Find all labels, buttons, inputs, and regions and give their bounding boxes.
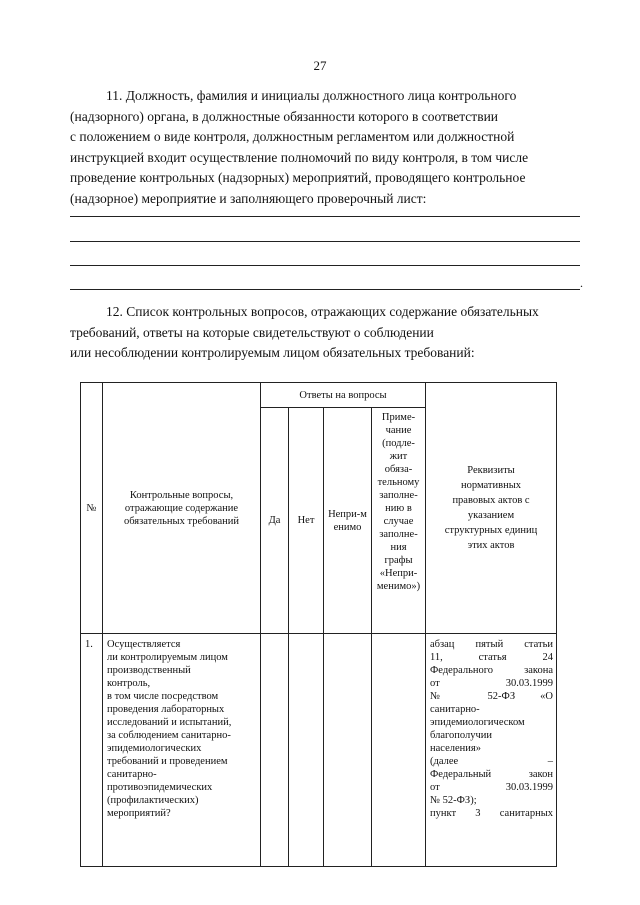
question-line: противоэпидемических bbox=[107, 782, 213, 793]
header-no: Нет bbox=[289, 408, 324, 634]
answer-yes-cell[interactable] bbox=[261, 634, 289, 867]
item-11-line: проведение контрольных (надзорных) мероприятий, проводящего контрольное bbox=[70, 170, 526, 185]
item-11-paragraph bbox=[70, 86, 586, 209]
question-line: производственный bbox=[107, 665, 191, 676]
fill-in-line[interactable] bbox=[70, 241, 580, 242]
requisites-line: нормативных bbox=[460, 480, 521, 491]
requisites-text-line: Федеральный закон bbox=[430, 769, 553, 780]
item-11-line: (надзорное) мероприятие и заполняющего проверочный лист: bbox=[70, 190, 427, 206]
note-line: менимо») bbox=[376, 581, 421, 592]
note-line: обяза- bbox=[384, 464, 413, 475]
item-11-line: (надзорного) органа, в должностные обязанности которого в соответствии bbox=[70, 108, 499, 124]
question-line: исследований и испытаний, bbox=[107, 717, 232, 728]
question-line: мероприятий? bbox=[107, 808, 171, 819]
note-line: жит bbox=[389, 451, 408, 462]
fill-in-line[interactable] bbox=[70, 265, 580, 266]
question-line: эпидемиологических bbox=[107, 743, 202, 754]
note-line: заполне- bbox=[379, 529, 418, 540]
requisites-text-line: абзац пятый статьи bbox=[430, 639, 553, 650]
header-requisites bbox=[426, 383, 557, 634]
requisites-text-line: (далее – bbox=[430, 756, 553, 767]
note-line: заполне- bbox=[379, 490, 418, 501]
row-question bbox=[103, 634, 261, 867]
answer-no-cell[interactable] bbox=[289, 634, 324, 867]
item-12-line: требований, ответы на которые свидетельствуют о соблюдении bbox=[70, 324, 434, 340]
note-line: случае bbox=[383, 516, 414, 527]
header-yes: Да bbox=[261, 408, 289, 634]
requisites-line: Реквизиты bbox=[467, 465, 515, 476]
end-period: . bbox=[580, 276, 583, 290]
note-line: чание bbox=[385, 425, 412, 436]
header-answers: Ответы на вопросы bbox=[261, 383, 426, 408]
note-line: «Непри- bbox=[379, 568, 418, 579]
header-number: № bbox=[81, 383, 103, 634]
requisites-line: указанием bbox=[467, 510, 515, 521]
question-line: ли контролируемым лицом bbox=[107, 652, 228, 663]
table-row bbox=[81, 634, 557, 867]
note-line: графы bbox=[384, 555, 413, 566]
page-number: 27 bbox=[313, 58, 327, 73]
item-11-line: с положением о виде контроля, должностным регламентом или должностной bbox=[70, 129, 515, 144]
requisites-text-line: № 52-ФЗ «О bbox=[430, 691, 553, 702]
requisites-line: правовых актов с bbox=[452, 495, 530, 506]
table-header-row bbox=[81, 383, 557, 408]
row-requisites bbox=[426, 634, 557, 867]
item-12-line: или несоблюдении контролируемым лицом обязательных требований: bbox=[70, 345, 475, 360]
fill-in-line[interactable] bbox=[70, 216, 580, 217]
note-cell[interactable] bbox=[372, 634, 426, 867]
row-number: 1. bbox=[81, 634, 103, 867]
requisites-text-line: санитарно- bbox=[430, 704, 480, 715]
note-line: (подле- bbox=[382, 438, 415, 449]
note-line: Приме- bbox=[381, 412, 416, 423]
requisites-text-line: от 30.03.1999 bbox=[430, 782, 553, 793]
item-12-line: 12. Список контрольных вопросов, отражающих содержание обязательных bbox=[106, 304, 539, 319]
note-line: ния bbox=[390, 542, 407, 553]
note-line: тельному bbox=[377, 477, 420, 488]
requisites-text-line: 11, статья 24 bbox=[430, 652, 553, 663]
question-line: санитарно- bbox=[107, 769, 157, 780]
requisites-line: этих актов bbox=[467, 540, 515, 551]
requisites-text-line: населения» bbox=[430, 743, 481, 754]
header-note bbox=[372, 408, 426, 634]
requisites-text-line: эпидемиологическом bbox=[430, 717, 525, 728]
question-line: контроль, bbox=[107, 678, 151, 689]
item-11-line: инструкцией входит осуществление полномочий по виду контроля, в том числе bbox=[70, 149, 529, 165]
header-not-applicable: Непри-менимо bbox=[324, 408, 372, 634]
header-question: Контрольные вопросы, отражающие содержание обязательных требований bbox=[103, 383, 261, 634]
item-12-paragraph bbox=[70, 302, 586, 364]
answer-not-applicable-cell[interactable] bbox=[324, 634, 372, 867]
requisites-text-line: пункт 3 санитарных bbox=[430, 808, 553, 819]
item-11-line: 11. Должность, фамилия и инициалы должностного лица контрольного bbox=[106, 88, 517, 103]
question-line: требований и проведением bbox=[107, 756, 228, 767]
question-line: в том числе посредством bbox=[107, 691, 219, 702]
checklist-table bbox=[80, 382, 557, 867]
question-line: проведения лабораторных bbox=[107, 704, 225, 715]
requisites-line: структурных единиц bbox=[444, 525, 538, 536]
question-line: за соблюдением санитарно- bbox=[107, 730, 231, 741]
requisites-text-line: благополучии bbox=[430, 730, 493, 741]
fill-in-line[interactable] bbox=[70, 289, 580, 290]
question-line: (профилактических) bbox=[107, 795, 199, 806]
note-line: нию в bbox=[385, 503, 412, 514]
requisites-text-line: Федерального закона bbox=[430, 665, 553, 676]
requisites-text-line: от 30.03.1999 bbox=[430, 678, 553, 689]
requisites-text-line: № 52-ФЗ); bbox=[430, 795, 477, 806]
question-line: Осуществляется bbox=[107, 639, 181, 650]
